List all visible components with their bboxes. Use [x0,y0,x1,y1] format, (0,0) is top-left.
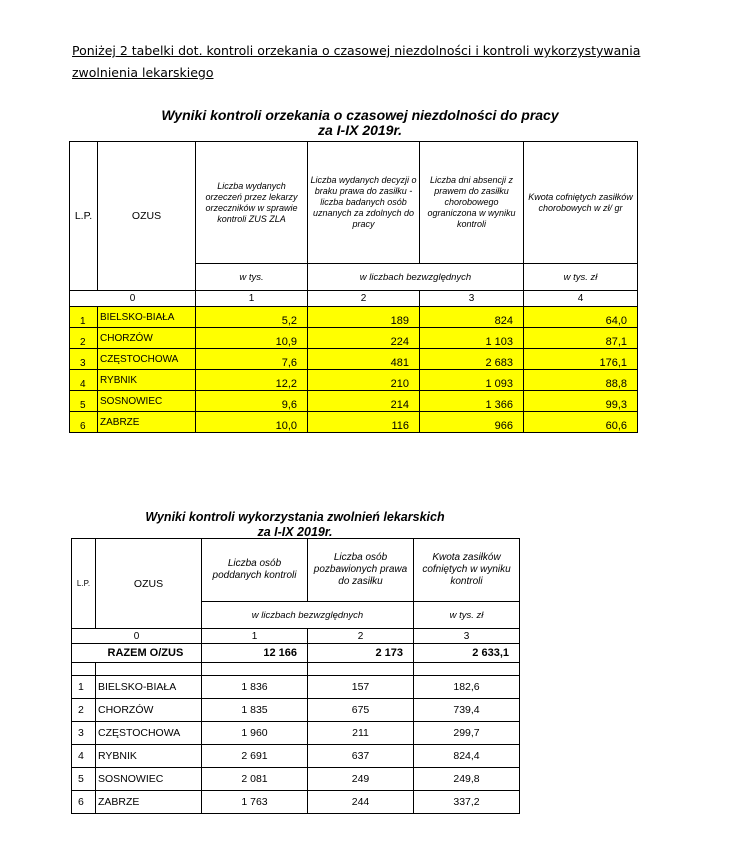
table1-title-line2: za I-IX 2019r. [317,122,403,138]
row-ozus: ZABRZE [98,412,196,433]
table2-header-kwota: Kwota zasiłków cofniętych w wyniku kontroli [414,539,520,602]
table1-colnum-2: 2 [308,291,420,307]
table1-header-row [70,142,638,264]
table1-unit-c23: w liczbach bezwzględnych [308,264,524,291]
table2-colnum-row [72,629,520,644]
row-lp: 1 [70,307,98,328]
total-label: RAZEM O/ZUS [96,644,202,663]
table-row [72,768,520,791]
table2-colnum-3: 3 [414,629,520,644]
row-value-orzeczenia: 10,9 [196,328,308,349]
row-value-osoby-pozbawione: 675 [308,699,414,722]
row-lp: 6 [70,412,98,433]
row-value-dni: 824 [420,307,524,328]
row-value-osoby-kontrolowane: 2 081 [202,768,308,791]
table-row [72,722,520,745]
intro-text: Poniżej 2 tabelki dot. kontroli orzekania o czasowej niezdolności i kontroli wykorzystywania zwolnienia lekarskiego [72,43,641,80]
table2-total-row [72,644,520,663]
table1-colnum-row [70,291,638,307]
row-value-kwota: 176,1 [524,349,638,370]
row-value-osoby-pozbawione: 249 [308,768,414,791]
row-lp: 4 [72,745,96,768]
row-value-osoby-pozbawione: 211 [308,722,414,745]
table1-header-ozus: OZUS [98,142,196,291]
row-ozus: CHORZÓW [98,328,196,349]
row-ozus: CHORZÓW [96,699,202,722]
table2-header-lp: L.P. [72,539,96,629]
table-row [72,791,520,814]
row-lp: 1 [72,676,96,699]
row-ozus: ZABRZE [96,791,202,814]
row-lp: 3 [70,349,98,370]
table2-unit-c3: w tys. zł [414,602,520,629]
table2-colnum-0: 0 [72,629,202,644]
row-value-decyzje: 116 [308,412,420,433]
table-row [70,412,638,433]
table1-unit-c4: w tys. zł [524,264,638,291]
table2-title [70,510,520,540]
row-ozus: CZĘSTOCHOWA [98,349,196,370]
row-value-osoby-kontrolowane: 1 763 [202,791,308,814]
table2-title-line2: za I-IX 2019r. [257,525,333,539]
row-value-kwota: 249,8 [414,768,520,791]
row-value-kwota: 60,6 [524,412,638,433]
row-value-kwota: 739,4 [414,699,520,722]
table2-header-row [72,539,520,602]
row-value-decyzje: 224 [308,328,420,349]
row-value-orzeczenia: 7,6 [196,349,308,370]
table2-unit-c12: w liczbach bezwzględnych [202,602,414,629]
table-row [70,370,638,391]
total-value-osoby-kontrolowane: 12 166 [202,644,308,663]
row-value-kwota: 824,4 [414,745,520,768]
table-row [70,391,638,412]
table2-spacer-row [72,663,520,676]
table-row [70,328,638,349]
row-ozus: CZĘSTOCHOWA [96,722,202,745]
row-value-orzeczenia: 9,6 [196,391,308,412]
row-value-kwota: 337,2 [414,791,520,814]
row-value-osoby-kontrolowane: 1 836 [202,676,308,699]
row-value-kwota: 182,6 [414,676,520,699]
row-value-decyzje: 214 [308,391,420,412]
row-ozus: RYBNIK [96,745,202,768]
row-value-osoby-kontrolowane: 2 691 [202,745,308,768]
row-value-kwota: 99,3 [524,391,638,412]
table-row [72,676,520,699]
row-lp: 4 [70,370,98,391]
table1-colnum-0: 0 [70,291,196,307]
total-value-osoby-pozbawione: 2 173 [308,644,414,663]
row-value-osoby-pozbawione: 637 [308,745,414,768]
table1-header-dni-absencji: Liczba dni absencji z prawem do zasiłku chorobowego ograniczona w wyniku kontroli [420,142,524,264]
table-row [70,307,638,328]
sick-leave-control-table [71,538,520,814]
table2-colnum-2: 2 [308,629,414,644]
table1-header-kwota: Kwota cofniętych zasiłków chorobowych w zł/ gr [524,142,638,264]
table2-title-line1: Wyniki kontroli wykorzystania zwolnień lekarskich [145,510,445,524]
table1-unit-c1: w tys. [196,264,308,291]
row-ozus: SOSNOWIEC [98,391,196,412]
table-row [72,699,520,722]
row-lp: 3 [72,722,96,745]
row-lp: 2 [70,328,98,349]
row-lp: 5 [70,391,98,412]
table-row [70,349,638,370]
row-ozus: SOSNOWIEC [96,768,202,791]
row-value-kwota: 299,7 [414,722,520,745]
table1-header-lp: L.P. [70,142,98,291]
table2-header-osoby-pozbawione: Liczba osób pozbawionych prawa do zasiłku [308,539,414,602]
table2-colnum-1: 1 [202,629,308,644]
row-value-kwota: 87,1 [524,328,638,349]
row-value-decyzje: 189 [308,307,420,328]
row-value-dni: 1 103 [420,328,524,349]
row-value-kwota: 64,0 [524,307,638,328]
total-value-kwota: 2 633,1 [414,644,520,663]
table1-title-line1: Wyniki kontroli orzekania o czasowej niezdolności do pracy [161,107,559,123]
row-value-osoby-kontrolowane: 1 835 [202,699,308,722]
table2-header-osoby-kontrolowane: Liczba osób poddanych kontroli [202,539,308,602]
table1-colnum-1: 1 [196,291,308,307]
table1-colnum-3: 3 [420,291,524,307]
table1-header-decyzje: Liczba wydanych decyzji o braku prawa do zasiłku - liczba badanych osób uznanych za zdolnych do pracy [308,142,420,264]
table1-title [100,108,620,138]
row-lp: 5 [72,768,96,791]
row-lp: 6 [72,791,96,814]
row-value-dni: 1 366 [420,391,524,412]
row-ozus: BIELSKO-BIAŁA [98,307,196,328]
row-value-kwota: 88,8 [524,370,638,391]
table1-header-orzeczenia: Liczba wydanych orzeczeń przez lekarzy orzeczników w sprawie kontroli ZUS ZLA [196,142,308,264]
row-ozus: RYBNIK [98,370,196,391]
row-lp: 2 [72,699,96,722]
row-value-orzeczenia: 5,2 [196,307,308,328]
row-value-dni: 2 683 [420,349,524,370]
row-value-orzeczenia: 10,0 [196,412,308,433]
row-value-osoby-pozbawione: 244 [308,791,414,814]
table-row [72,745,520,768]
row-value-decyzje: 210 [308,370,420,391]
table1-colnum-4: 4 [524,291,638,307]
row-value-osoby-pozbawione: 157 [308,676,414,699]
row-value-dni: 1 093 [420,370,524,391]
absence-control-table [69,141,638,433]
row-ozus: BIELSKO-BIAŁA [96,676,202,699]
row-value-decyzje: 481 [308,349,420,370]
row-value-dni: 966 [420,412,524,433]
table2-header-ozus: OZUS [96,539,202,629]
row-value-osoby-kontrolowane: 1 960 [202,722,308,745]
row-value-orzeczenia: 12,2 [196,370,308,391]
